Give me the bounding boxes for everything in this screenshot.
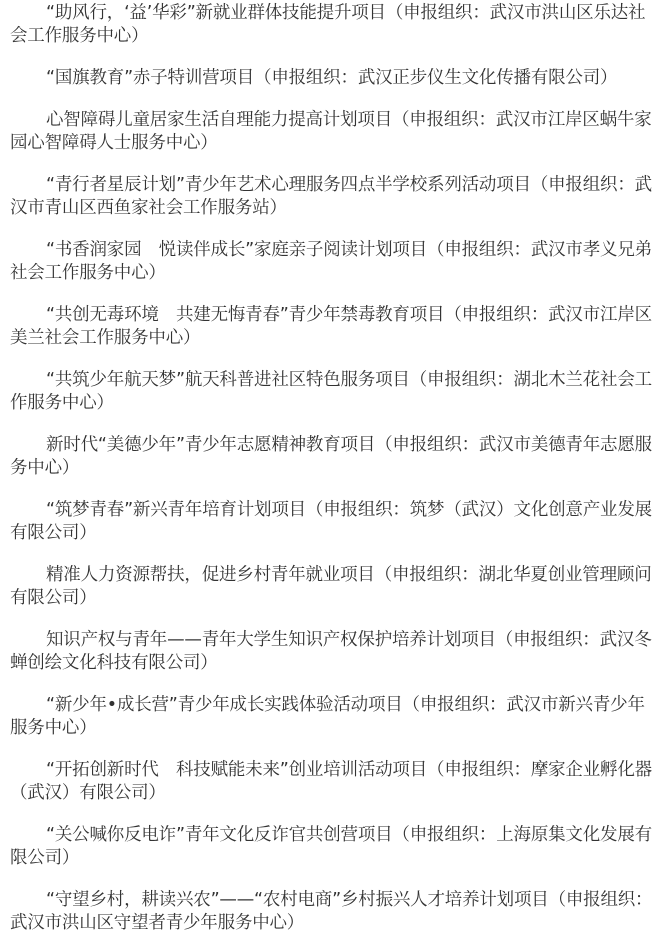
project-item-4: “青行者星辰计划”青少年艺术心理服务四点半学校系列活动项目（申报组织：武汉市青山区西鱼家社会工作服务站） [10,175,652,218]
project-item-5: “书香润家园 悦读伴成长”家庭亲子阅读计划项目（申报组织：武汉市孝义兄弟社会工作服务中心） [10,240,652,283]
project-item-3: 心智障碍儿童居家生活自理能力提高计划项目（申报组织：武汉市江岸区蜗牛家园心智障碍人士服务中心） [10,110,652,153]
project-item-7: “共筑少年航天梦”航天科普进社区特色服务项目（申报组织：湖北木兰花社会工作服务中心） [10,370,652,413]
project-item-11: 知识产权与青年——青年大学生知识产权保护培养计划项目（申报组织：武汉冬蝉创绘文化科技有限公司） [10,630,652,673]
project-item-8: 新时代“美德少年”青少年志愿精神教育项目（申报组织：武汉市美德青年志愿服务中心） [10,435,652,478]
project-list [0,2,664,935]
project-item-9: “筑梦青春”新兴青年培育计划项目（申报组织：筑梦（武汉）文化创意产业发展有限公司） [10,500,652,543]
project-item-1: “助风行，‘益’华彩”新就业群体技能提升项目（申报组织：武汉市洪山区乐达社会工作服务中心） [10,3,646,46]
project-item-2: “国旗教育”赤子特训营项目（申报组织：武汉正步仪生文化传播有限公司） [46,68,618,88]
project-item-10: 精准人力资源帮扶，促进乡村青年就业项目（申报组织：湖北华夏创业管理顾问有限公司） [10,565,652,608]
project-item-13: “开拓创新时代 科技赋能未来”创业培训活动项目（申报组织：摩家企业孵化器（武汉）有限公司） [10,760,652,803]
project-item-12: “新少年•成长营”青少年成长实践体验活动项目（申报组织：武汉市新兴青少年服务中心） [10,695,645,738]
project-item-15: “守望乡村，耕读兴农”——“农村电商”乡村振兴人才培养计划项目（申报组织：武汉市洪山区守望者青少年服务中心） [10,890,653,933]
project-item-14: “关公喊你反电诈”青年文化反诈官共创营项目（申报组织：上海原集文化发展有限公司） [10,825,652,868]
project-item-6: “共创无毒环境 共建无悔青春”青少年禁毒教育项目（申报组织：武汉市江岸区美兰社会工作服务中心） [10,305,652,348]
